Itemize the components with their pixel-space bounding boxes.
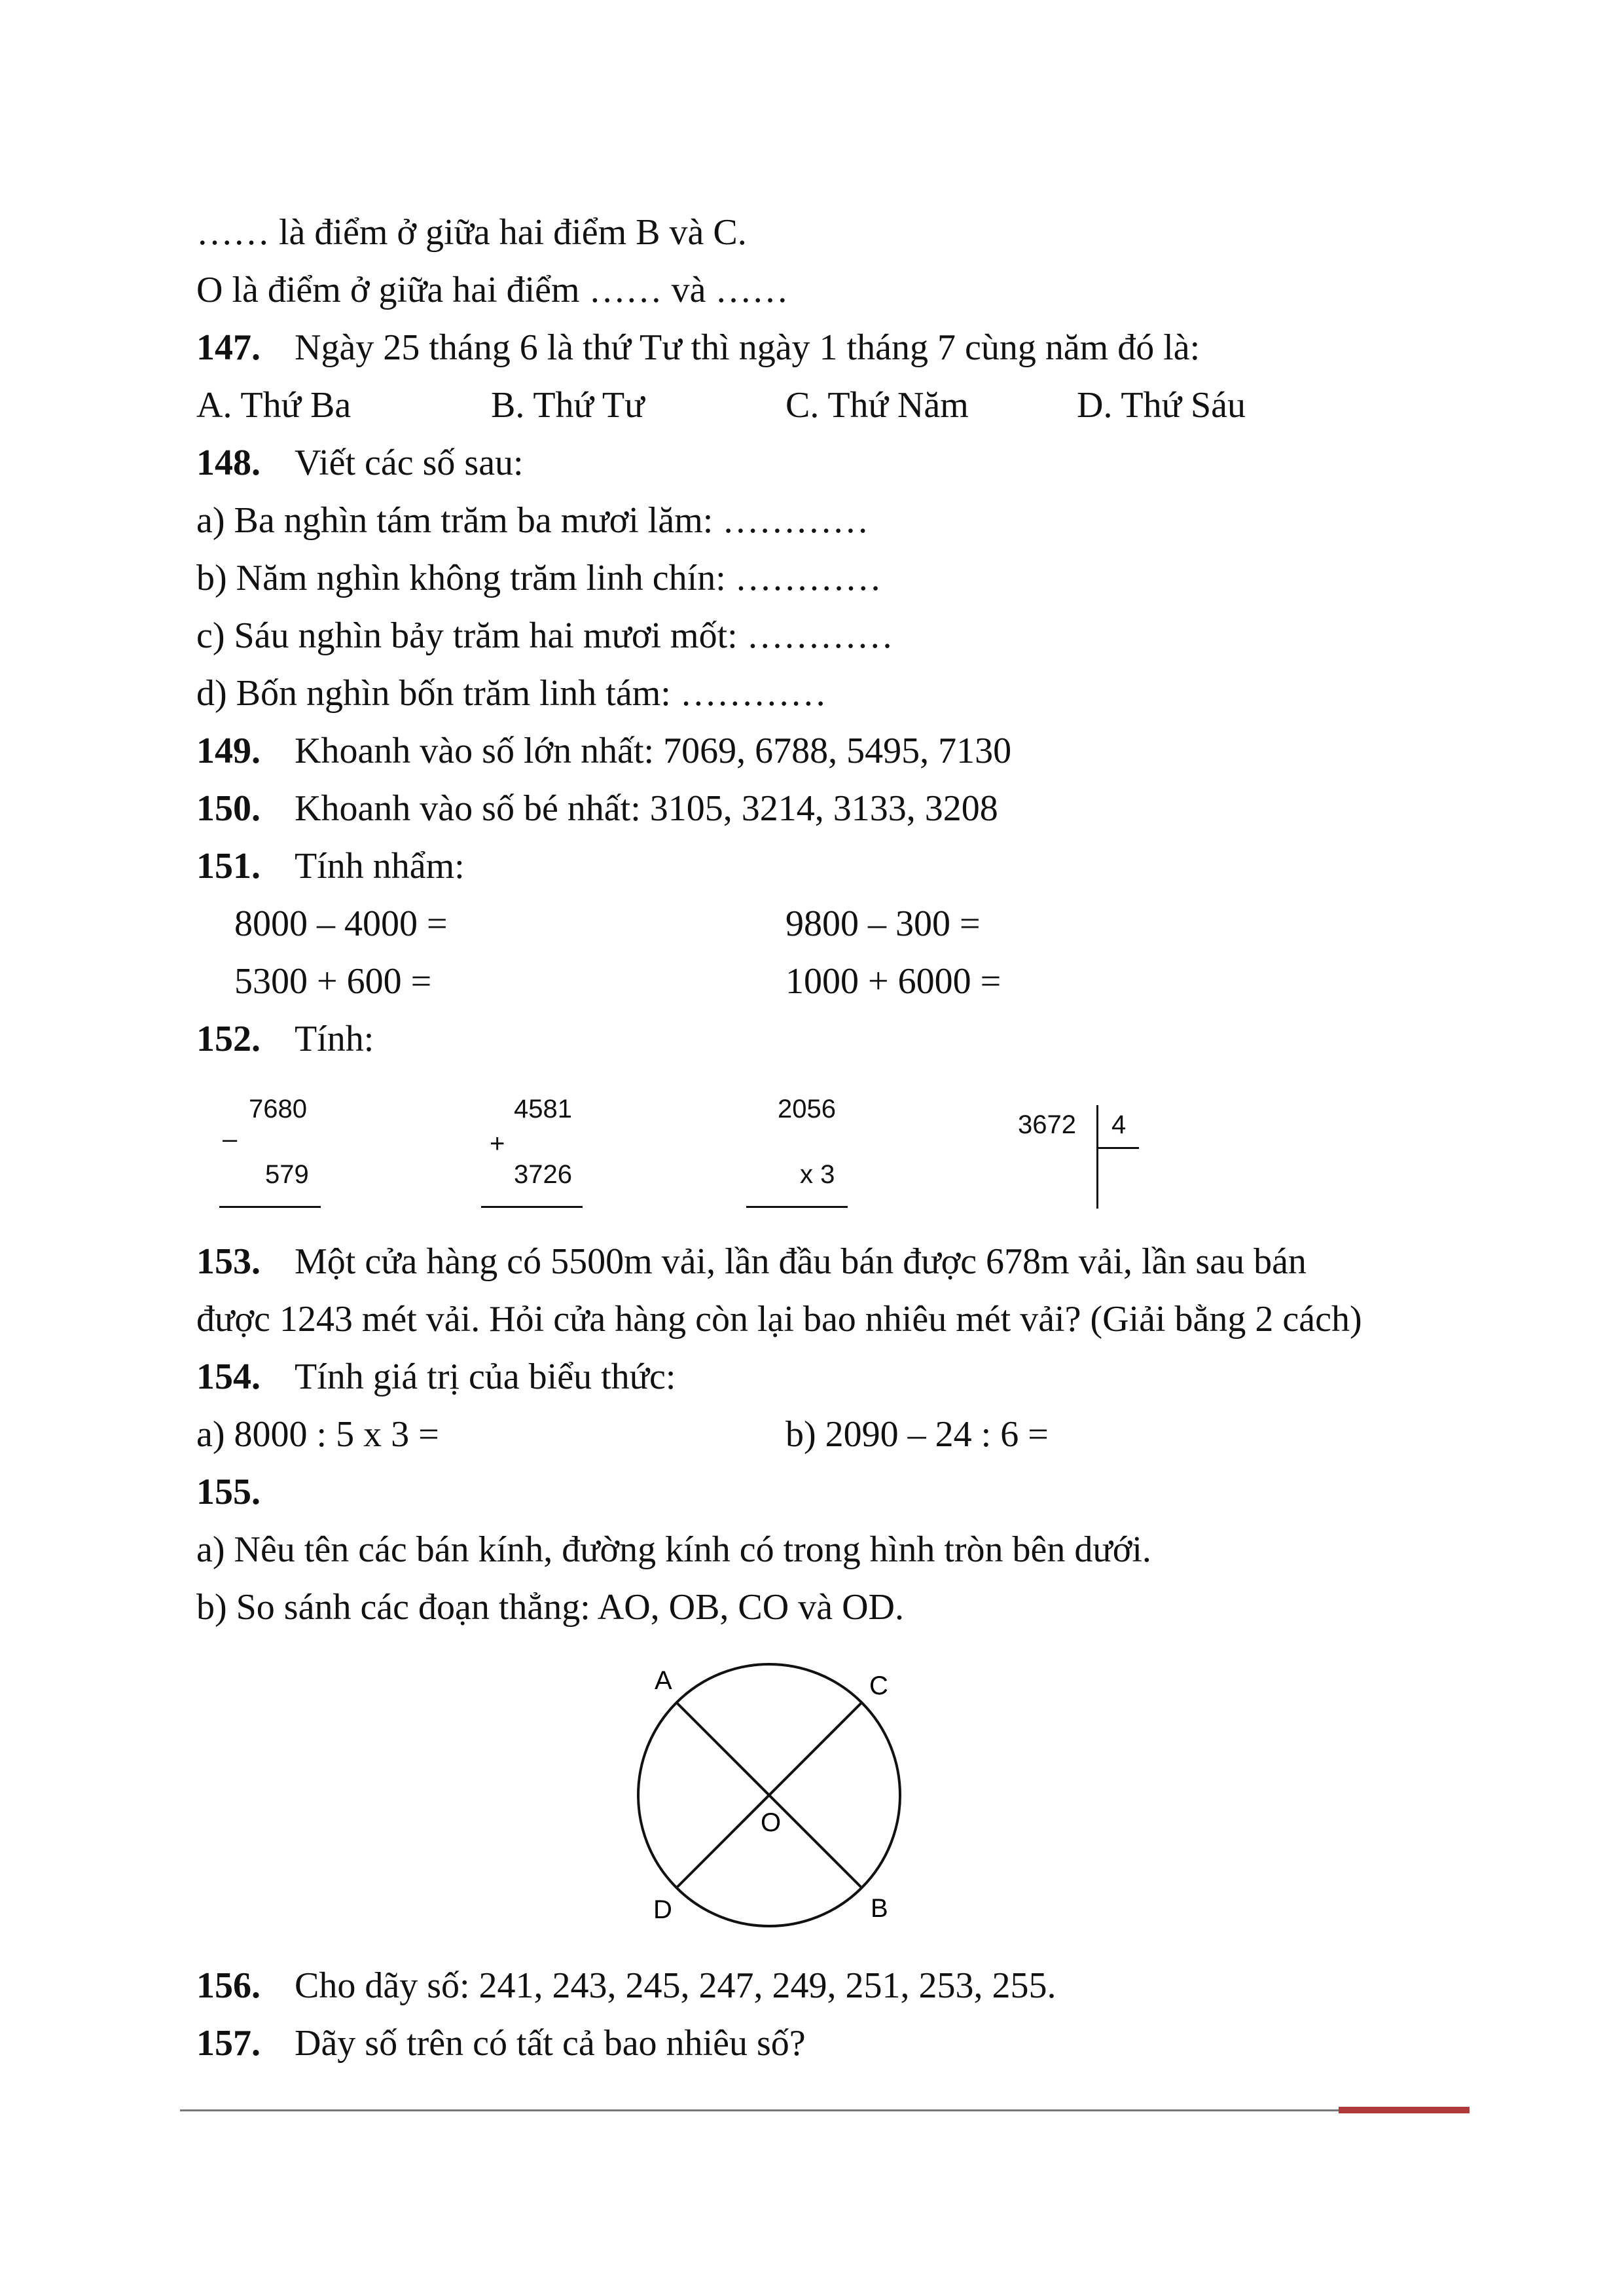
question-157 <box>196 2020 806 2066</box>
question-text: Dãy số trên có tất cả bao nhiêu số? <box>295 2023 806 2064</box>
question-number: 154. <box>196 1357 261 1397</box>
label-c: C <box>869 1671 888 1700</box>
sub-rule <box>219 1206 321 1208</box>
expr-151-2: 9800 – 300 = <box>785 903 981 944</box>
question-text: Ngày 25 tháng 6 là thứ Tư thì ngày 1 tháng 7 cùng năm đó là: <box>295 327 1200 368</box>
question-147 <box>196 325 1200 371</box>
mul-top: 2056 <box>778 1095 836 1123</box>
question-number: 156. <box>196 1965 261 2006</box>
choice-d: D. Thứ Sáu <box>1077 385 1246 426</box>
div-divisor: 4 <box>1111 1110 1127 1139</box>
item-155-a: a) Nêu tên các bán kính, đường kính có trong hình tròn bên dưới. <box>196 1529 1151 1570</box>
item-148-a: a) Ba nghìn tám trăm ba mươi lăm: ………… <box>196 500 869 541</box>
mul-bottom: x 3 <box>800 1160 835 1189</box>
question-153 <box>196 1239 1307 1285</box>
question-152 <box>196 1016 374 1062</box>
question-number: 147. <box>196 327 261 368</box>
question-number: 155. <box>196 1472 261 1512</box>
label-b: B <box>871 1894 888 1923</box>
div-vertical-rule <box>1096 1105 1098 1209</box>
question-156 <box>196 1963 1056 2009</box>
expr-151-4: 1000 + 6000 = <box>785 961 1001 1002</box>
item-148-b: b) Năm nghìn không trăm linh chín: ………… <box>196 558 882 598</box>
add-rule <box>481 1206 583 1208</box>
question-text: Khoanh vào số lớn nhất: 7069, 6788, 5495, 7130 <box>295 731 1012 771</box>
line-between-b-c: …… là điểm ở giữa hai điểm B và C. <box>196 212 747 253</box>
question-149 <box>196 728 1011 774</box>
choice-c: C. Thứ Năm <box>785 385 969 426</box>
sub-bottom: 579 <box>265 1160 309 1189</box>
sub-op: – <box>223 1125 238 1154</box>
question-text: Tính: <box>295 1019 374 1059</box>
label-a: A <box>655 1666 672 1695</box>
question-number: 153. <box>196 1241 261 1282</box>
expr-151-3: 5300 + 600 = <box>234 961 432 1002</box>
question-154 <box>196 1354 676 1400</box>
sub-top: 7680 <box>249 1095 307 1123</box>
item-148-c: c) Sáu nghìn bảy trăm hai mươi mốt: ………… <box>196 615 893 656</box>
question-number: 152. <box>196 1019 261 1059</box>
line-o-between: O là điểm ở giữa hai điểm …… và …… <box>196 270 789 310</box>
add-top: 4581 <box>514 1095 572 1123</box>
circle-diagram <box>589 1637 956 1944</box>
question-number: 157. <box>196 2023 261 2064</box>
item-148-d: d) Bốn nghìn bốn trăm linh tám: ………… <box>196 673 827 714</box>
add-op: + <box>490 1129 505 1158</box>
question-number: 148. <box>196 443 261 483</box>
question-151 <box>196 843 465 889</box>
question-text: Khoanh vào số bé nhất: 3105, 3214, 3133, 3208 <box>295 788 998 829</box>
question-150 <box>196 786 998 831</box>
item-155-b: b) So sánh các đoạn thẳng: AO, OB, CO và OD. <box>196 1587 904 1628</box>
choice-a: A. Thứ Ba <box>196 385 352 426</box>
question-155 <box>196 1469 295 1515</box>
mul-rule <box>746 1206 848 1208</box>
choice-b: B. Thứ Tư <box>491 385 645 426</box>
question-number: 151. <box>196 846 261 886</box>
question-number: 149. <box>196 731 261 771</box>
footer-rule <box>180 2109 1339 2111</box>
label-o: O <box>761 1808 782 1837</box>
question-text: Cho dãy số: 241, 243, 245, 247, 249, 251, 253, 255. <box>295 1965 1056 2006</box>
expr-154-a: a) 8000 : 5 x 3 = <box>196 1414 439 1455</box>
question-text: Một cửa hàng có 5500m vải, lần đầu bán được 678m vải, lần sau bán <box>295 1241 1307 1282</box>
label-d: D <box>653 1895 672 1924</box>
div-dividend: 3672 <box>1018 1110 1076 1139</box>
add-bottom: 3726 <box>514 1160 572 1189</box>
expr-151-1: 8000 – 4000 = <box>234 903 448 944</box>
question-text: Tính nhẩm: <box>295 846 465 886</box>
question-text: Viết các số sau: <box>295 443 524 483</box>
expr-154-b: b) 2090 – 24 : 6 = <box>785 1414 1049 1455</box>
question-text: Tính giá trị của biểu thức: <box>295 1357 676 1397</box>
footer-accent-bar <box>1339 2107 1470 2113</box>
div-horizontal-rule <box>1096 1147 1139 1149</box>
question-148 <box>196 440 524 486</box>
question-number: 150. <box>196 788 261 829</box>
question-153-cont: được 1243 mét vải. Hỏi cửa hàng còn lại bao nhiêu mét vải? (Giải bằng 2 cách) <box>196 1299 1362 1339</box>
